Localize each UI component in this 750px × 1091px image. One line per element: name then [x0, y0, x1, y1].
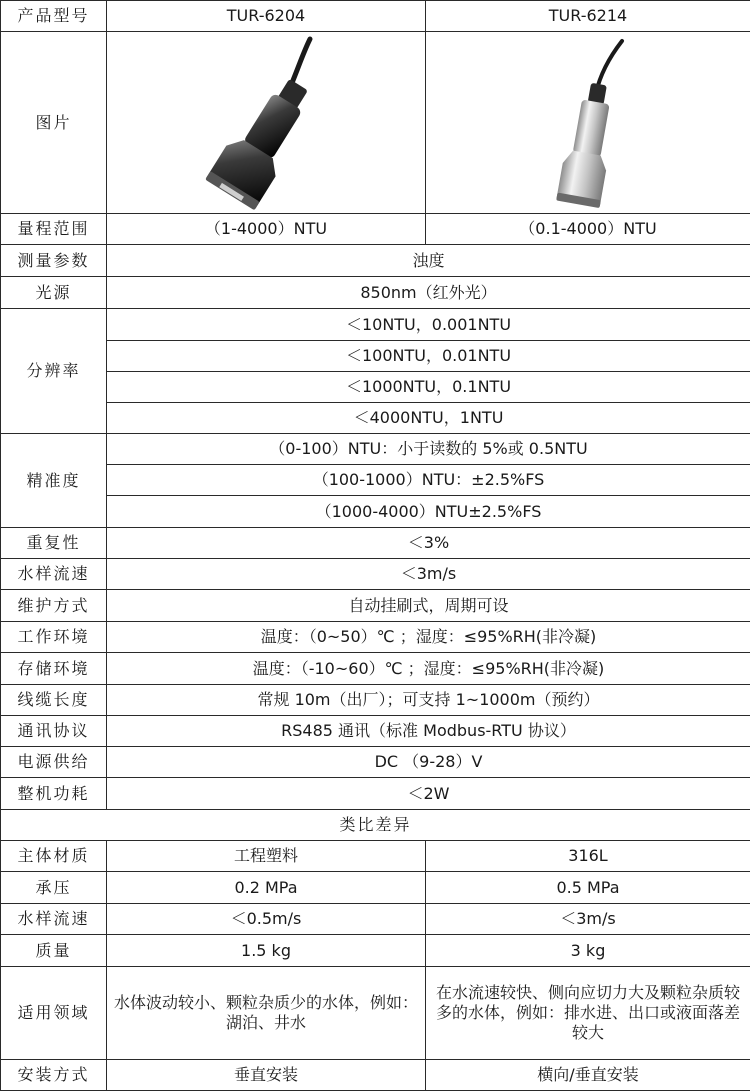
row-label: 水样流速	[1, 559, 107, 590]
resolution-row	[1, 341, 750, 372]
row-label: 量程范围	[1, 214, 107, 245]
row-label: 产品型号	[1, 1, 107, 32]
resolution-row	[1, 403, 750, 434]
flow-a: ＜0.5m/s	[107, 904, 426, 935]
row-label: 分辨率	[1, 309, 107, 434]
repeat-value: ＜3%	[107, 528, 750, 559]
install-b: 横向/垂直安装	[426, 1060, 750, 1091]
power-value: DC （9-28）V	[107, 747, 750, 778]
accuracy-value: （1000-4000）NTU±2.5%FS	[107, 496, 750, 528]
repeat-row	[1, 528, 750, 559]
param-row	[1, 245, 750, 277]
pressure-row	[1, 872, 750, 904]
protocol-row	[1, 716, 750, 747]
row-label: 安装方式	[1, 1060, 107, 1091]
material-a: 工程塑料	[107, 841, 426, 872]
install-a: 垂直安装	[107, 1060, 426, 1091]
flow-value: ＜3m/s	[107, 559, 750, 590]
work-env-row	[1, 622, 750, 653]
cable-row	[1, 685, 750, 716]
row-label: 通讯协议	[1, 716, 107, 747]
row-label: 测量参数	[1, 245, 107, 277]
row-label: 承压	[1, 872, 107, 904]
resolution-row	[1, 309, 750, 341]
silver-probe-icon	[426, 32, 750, 214]
header-row	[1, 1, 750, 32]
accuracy-value: （100-1000）NTU：±2.5%FS	[107, 465, 750, 496]
row-label: 适用领域	[1, 967, 107, 1060]
application-row	[1, 967, 750, 1060]
consumption-value: ＜2W	[107, 778, 750, 810]
pressure-a: 0.2 MPa	[107, 872, 426, 904]
consumption-row	[1, 778, 750, 810]
resolution-value: ＜4000NTU，1NTU	[107, 403, 750, 434]
material-b: 316L	[426, 841, 750, 872]
weight-a: 1.5 kg	[107, 935, 426, 967]
install-row	[1, 1060, 750, 1091]
application-b: 在水流速较快、侧向应切力大及颗粒杂质较多的水体，例如：排水进、出口或液面落差较大	[426, 967, 750, 1060]
model-a: TUR-6204	[107, 1, 426, 32]
row-label: 光源	[1, 277, 107, 309]
resolution-row	[1, 372, 750, 403]
weight-b: 3 kg	[426, 935, 750, 967]
resolution-value: ＜10NTU，0.001NTU	[107, 309, 750, 341]
power-row	[1, 747, 750, 778]
row-label: 整机功耗	[1, 778, 107, 810]
accuracy-value: （0-100）NTU：小于读数的 5%或 0.5NTU	[107, 434, 750, 465]
accuracy-row	[1, 465, 750, 496]
row-label: 精准度	[1, 434, 107, 528]
range-a: （1-4000）NTU	[107, 214, 426, 245]
storage-env-value: 温度：（-10~60）℃ ；湿度：≤95%RH(非冷凝)	[107, 653, 750, 685]
storage-env-row	[1, 653, 750, 685]
accuracy-row	[1, 496, 750, 528]
row-label: 电源供给	[1, 747, 107, 778]
resolution-value: ＜1000NTU，0.1NTU	[107, 372, 750, 403]
application-a: 水体波动较小、颗粒杂质少的水体，例如：湖泊、井水	[107, 967, 426, 1060]
work-env-value: 温度：（0~50）℃ ；湿度：≤95%RH(非冷凝)	[107, 622, 750, 653]
model-b: TUR-6214	[426, 1, 750, 32]
row-label: 主体材质	[1, 841, 107, 872]
diff-section-row	[1, 810, 750, 841]
flow-diff-row	[1, 904, 750, 935]
row-label: 维护方式	[1, 590, 107, 622]
row-label: 图片	[1, 32, 107, 214]
maintenance-value: 自动挂刷式，周期可设	[107, 590, 750, 622]
row-label: 重复性	[1, 528, 107, 559]
maintenance-row	[1, 590, 750, 622]
black-probe-image	[176, 35, 356, 210]
resolution-value: ＜100NTU，0.01NTU	[107, 341, 750, 372]
picture-row	[1, 32, 750, 214]
weight-row	[1, 935, 750, 967]
row-label: 水样流速	[1, 904, 107, 935]
row-label: 工作环境	[1, 622, 107, 653]
row-label: 存储环境	[1, 653, 107, 685]
light-value: 850nm（红外光）	[107, 277, 750, 309]
pressure-b: 0.5 MPa	[426, 872, 750, 904]
row-label: 线缆长度	[1, 685, 107, 716]
flow-row	[1, 559, 750, 590]
param-value: 浊度	[107, 245, 750, 277]
row-label: 质量	[1, 935, 107, 967]
range-b: （0.1-4000）NTU	[426, 214, 750, 245]
protocol-value: RS485 通讯（标准 Modbus-RTU 协议）	[107, 716, 750, 747]
black-probe-icon	[107, 32, 426, 214]
material-row	[1, 841, 750, 872]
light-row	[1, 277, 750, 309]
cable-value: 常规 10m（出厂）；可支持 1~1000m（预约）	[107, 685, 750, 716]
section-title: 类比差异	[1, 810, 750, 841]
accuracy-row	[1, 434, 750, 465]
flow-b: ＜3m/s	[426, 904, 750, 935]
range-row	[1, 214, 750, 245]
silver-probe-image	[498, 35, 678, 210]
